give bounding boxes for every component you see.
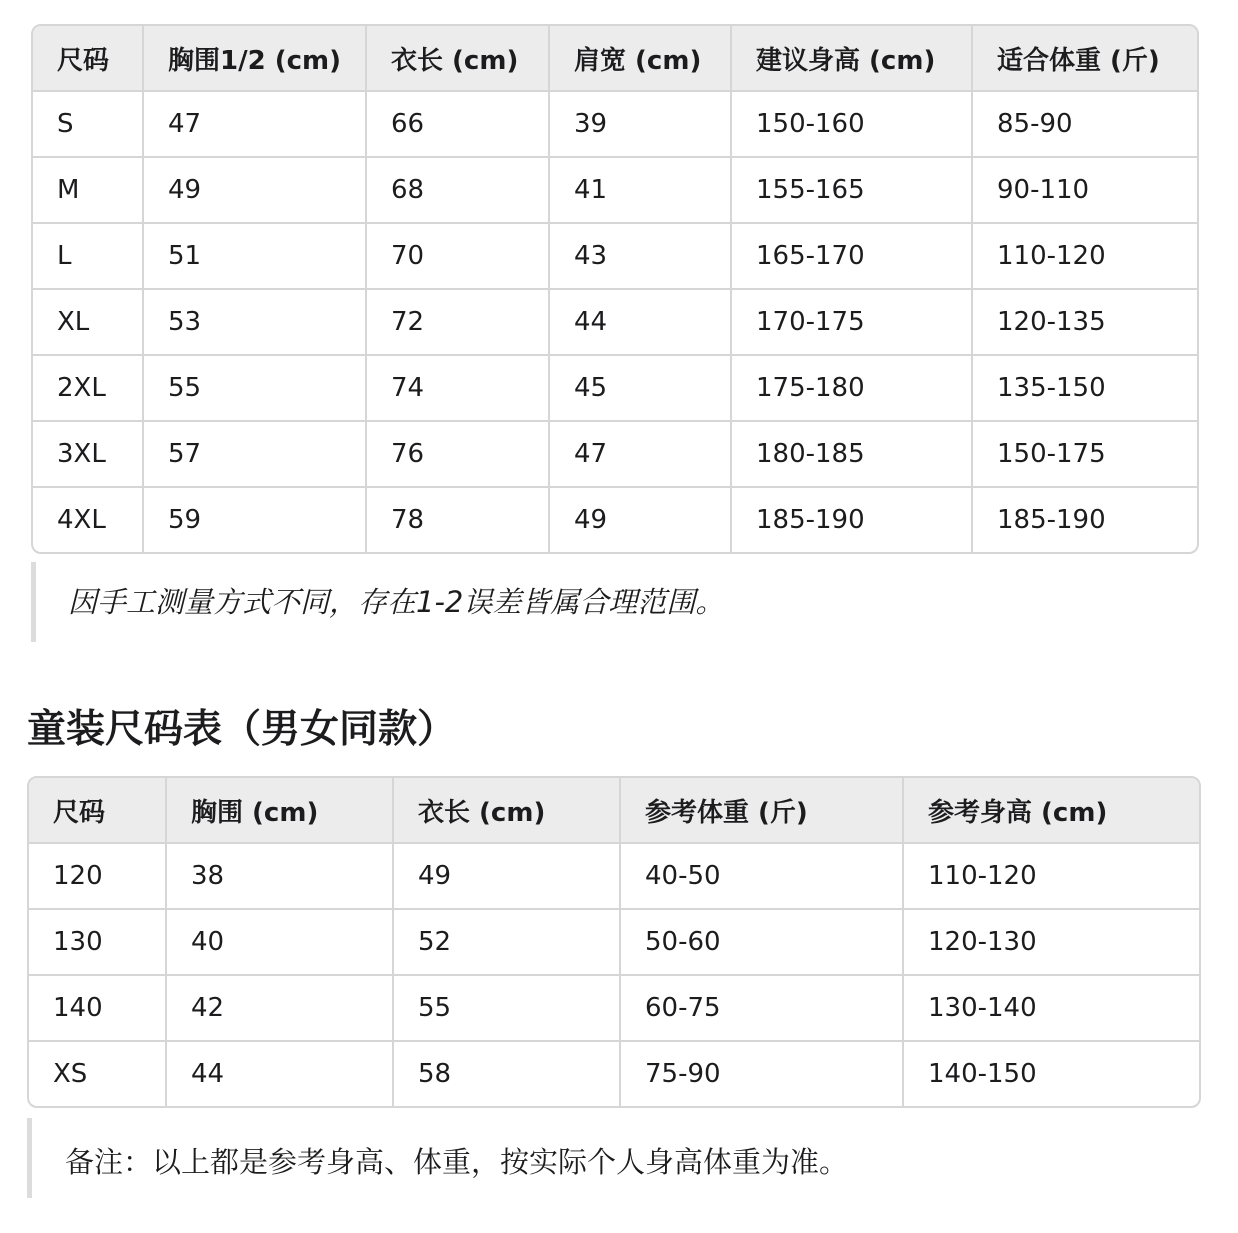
table-row (33, 289, 1197, 355)
table-cell: 50-60 (620, 909, 903, 975)
table-cell: 120 (29, 843, 166, 909)
table-cell: 45 (549, 355, 731, 421)
measurement-note-text: 因手工测量方式不同，存在1-2误差皆属合理范围。 (68, 585, 725, 619)
table-header-row (29, 778, 1199, 843)
table-cell: 57 (143, 421, 366, 487)
kids-size-chart-title: 童装尺码表（男女同款） (27, 707, 457, 752)
table-cell: 44 (549, 289, 731, 355)
table-cell: 140 (29, 975, 166, 1041)
table-cell: 47 (549, 421, 731, 487)
table-cell: 76 (366, 421, 549, 487)
table-cell: 70 (366, 223, 549, 289)
table-cell: 170-175 (731, 289, 972, 355)
table-cell: 44 (166, 1041, 393, 1106)
table-cell: 185-190 (731, 487, 972, 552)
header-weight: 适合体重 (斤) (972, 26, 1197, 91)
table-cell: 52 (393, 909, 620, 975)
table-header-row (33, 26, 1197, 91)
table-row (33, 355, 1197, 421)
table-cell: 60-75 (620, 975, 903, 1041)
table-cell: 74 (366, 355, 549, 421)
header-height: 参考身高 (cm) (903, 778, 1199, 843)
header-size: 尺码 (33, 26, 143, 91)
table-row (33, 223, 1197, 289)
table-cell: 140-150 (928, 1059, 1037, 1089)
table-cell: 49 (393, 843, 620, 909)
kids-size-table (27, 776, 1201, 1108)
table-cell: 40-50 (620, 843, 903, 909)
table-cell: 135-150 (972, 355, 1197, 421)
table-cell: 55 (143, 355, 366, 421)
table-cell: 3XL (33, 421, 143, 487)
table-row (33, 91, 1197, 157)
table-cell: 58 (393, 1041, 620, 1106)
header-length: 衣长 (cm) (366, 26, 549, 91)
table-cell: 49 (549, 487, 731, 552)
table-row (29, 909, 1199, 975)
table-row (33, 157, 1197, 223)
table-cell: 155-165 (731, 157, 972, 223)
table-cell: 120-135 (972, 289, 1197, 355)
table-cell: S (33, 91, 143, 157)
table-cell: XS (29, 1041, 166, 1106)
table-cell: 180-185 (731, 421, 972, 487)
table-cell: 51 (143, 223, 366, 289)
table-row (29, 1041, 1199, 1106)
header-length: 衣长 (cm) (393, 778, 620, 843)
table-row (33, 421, 1197, 487)
table-cell: 42 (166, 975, 393, 1041)
table-cell: 150-175 (972, 421, 1197, 487)
table-cell: 66 (366, 91, 549, 157)
table-cell: 43 (549, 223, 731, 289)
table-cell: 185-190 (997, 505, 1106, 535)
table-cell: 2XL (33, 355, 143, 421)
table-cell: 110-120 (903, 843, 1199, 909)
table-cell: 47 (143, 91, 366, 157)
table-cell: 49 (143, 157, 366, 223)
table-cell: 38 (166, 843, 393, 909)
adult-size-table (31, 24, 1199, 554)
table-cell: 90-110 (972, 157, 1197, 223)
header-height: 建议身高 (cm) (731, 26, 972, 91)
header-size: 尺码 (29, 778, 166, 843)
table-cell: 55 (393, 975, 620, 1041)
reference-note-blockquote (27, 1118, 1127, 1198)
table-cell: 75-90 (620, 1041, 903, 1106)
measurement-note-blockquote (31, 562, 1031, 642)
table-cell: 40 (166, 909, 393, 975)
table-cell: XL (33, 289, 143, 355)
header-shoulder: 肩宽 (cm) (549, 26, 731, 91)
table-row (29, 843, 1199, 909)
table-cell: L (33, 223, 143, 289)
table-cell: 175-180 (731, 355, 972, 421)
table-cell: 68 (366, 157, 549, 223)
header-weight: 参考体重 (斤) (620, 778, 903, 843)
table-cell: 78 (366, 487, 549, 552)
table-cell: 53 (143, 289, 366, 355)
table-row (33, 487, 1197, 552)
table-cell: M (33, 157, 143, 223)
table-cell: 4XL (33, 487, 143, 552)
table-cell: 41 (549, 157, 731, 223)
header-chest: 胸围 (cm) (166, 778, 393, 843)
table-cell: 165-170 (731, 223, 972, 289)
table-cell: 130-140 (903, 975, 1199, 1041)
table-row (29, 975, 1199, 1041)
table-cell: 130 (29, 909, 166, 975)
header-chest: 胸围1/2 (cm) (143, 26, 366, 91)
table-cell: 85-90 (972, 91, 1197, 157)
table-cell: 110-120 (972, 223, 1197, 289)
table-cell: 150-160 (731, 91, 972, 157)
reference-note-text: 备注：以上都是参考身高、体重，按实际个人身高体重为准。 (65, 1145, 849, 1179)
table-cell: 39 (549, 91, 731, 157)
table-cell: 120-130 (903, 909, 1199, 975)
table-cell: 59 (143, 487, 366, 552)
table-cell: 72 (366, 289, 549, 355)
